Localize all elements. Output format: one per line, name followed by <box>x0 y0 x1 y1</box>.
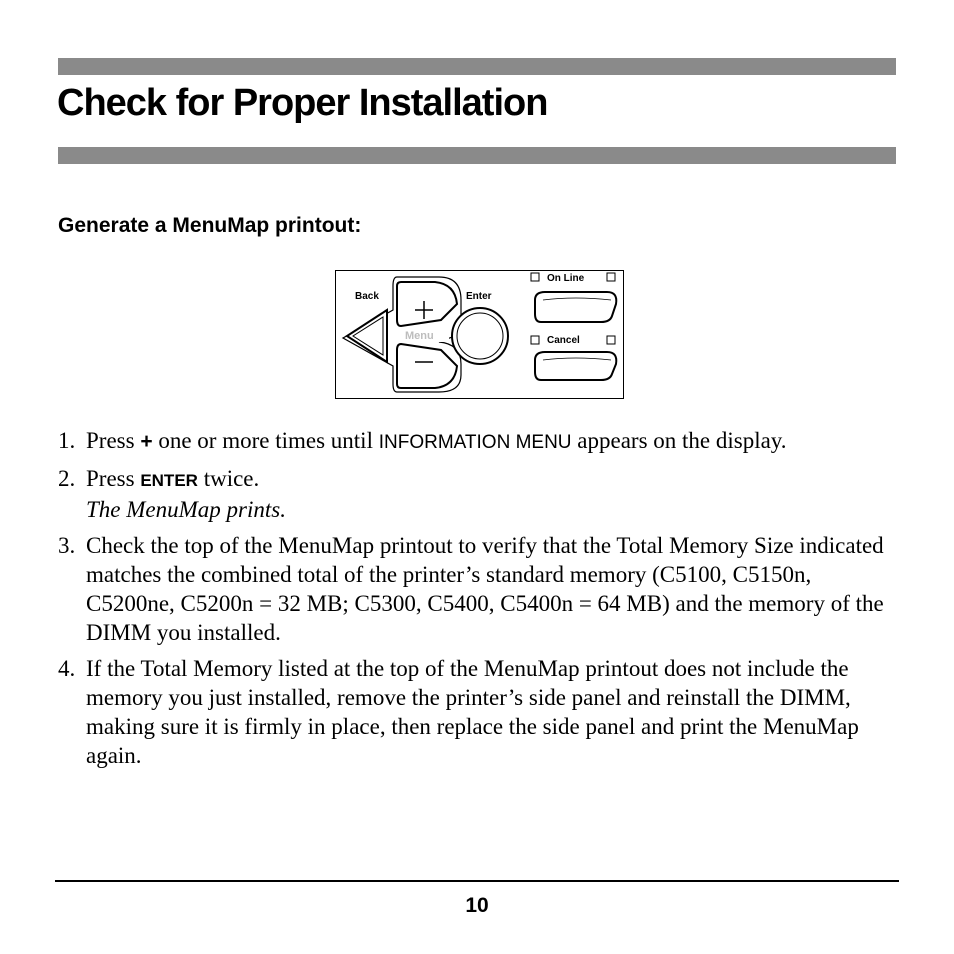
plus-key-label: + <box>140 430 153 453</box>
step-text: one or more times until <box>152 428 379 453</box>
footer-rule <box>55 880 899 882</box>
step-note: The MenuMap prints. <box>86 497 286 522</box>
step-item <box>58 531 898 647</box>
header-rule-top <box>58 58 896 75</box>
step-text: twice. <box>197 466 260 491</box>
header-rule-bottom <box>58 147 896 164</box>
step-item <box>58 654 898 770</box>
enter-circle-icon <box>452 308 508 364</box>
page-number: 10 <box>465 894 489 917</box>
step-text: Check the top of the MenuMap printout to verify that the Total Memory Size indicated matches the combined total of the printer’s standard memory (C5100, C5150n, C5200ne, C5200n = 32 MB; C5300, C5400, C5400n = 64 MB) and the memory of the DIMM you installed. <box>86 533 884 645</box>
step-item <box>58 426 898 457</box>
menu-name-label: INFORMATION MENU <box>378 432 572 453</box>
online-button <box>535 292 616 322</box>
instruction-steps <box>58 426 898 777</box>
panel-online-label: On Line <box>547 273 585 284</box>
step-text: Press <box>86 428 141 453</box>
enter-key-label: ENTER <box>140 471 198 490</box>
step-number: 2. <box>58 466 76 491</box>
indicator-light-icon <box>531 273 539 281</box>
step-number: 1. <box>58 428 76 453</box>
page-title: Check for Proper Installation <box>57 82 548 124</box>
step-text: If the Total Memory listed at the top of the MenuMap printout does not include the memory you just installed, remove the printer’s side panel and reinstall the DIMM, making sure it is firmly in place, then replace the side panel and print the MenuMap again. <box>86 656 859 768</box>
cancel-button <box>535 352 616 380</box>
step-text: Press <box>86 466 141 491</box>
panel-cancel-label: Cancel <box>547 335 580 346</box>
step-text: appears on the display. <box>571 428 787 453</box>
panel-enter-label: Enter <box>466 291 492 302</box>
section-heading: Generate a MenuMap printout: <box>58 214 362 237</box>
step-number: 3. <box>58 533 76 558</box>
step-number: 4. <box>58 656 76 681</box>
step-item <box>58 464 898 524</box>
panel-back-label: Back <box>355 291 379 302</box>
panel-menu-label: Menu <box>405 330 434 342</box>
operator-panel-diagram <box>335 270 624 399</box>
